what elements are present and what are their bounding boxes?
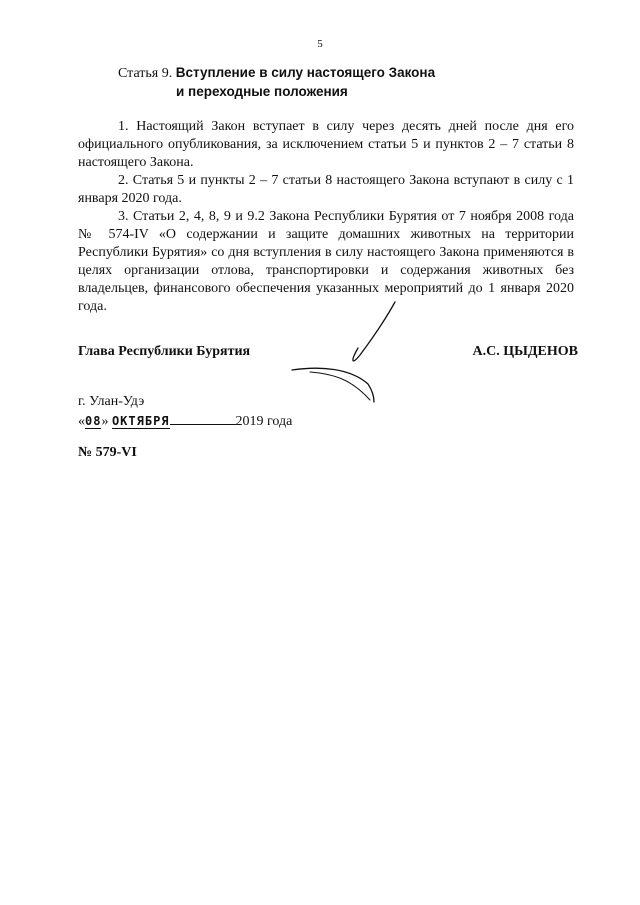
document-number: № 579-VI [78,445,137,460]
paragraph-3: 3. Статьи 2, 4, 8, 9 и 9.2 Закона Республики Бурятия от 7 ноября 2008 года № 574-IV «О содержании и защите домашних животных на территории Республики Бурятия» со дня вступления в силу настоящего Закона применяются в целях организации отлова, транспортировки и содержания животных без владельцев, финансового обеспечения указанных мероприятий до 1 января 2020 года. [78,209,574,314]
date-close-quote: » [101,414,109,429]
signing-date [78,412,292,430]
page-number: 5 [317,38,323,50]
handwritten-signature [280,300,410,410]
article-heading [118,64,435,101]
date-open-quote: « [78,414,85,429]
article-title-line2: и переходные положения [176,84,348,99]
paragraph-1: 1. Настоящий Закон вступает в силу через десять дней после дня его официального опубликования, за исключением статьи 5 и пунктов 2 – 7 статьи 8 настоящего Закона. [78,119,574,170]
date-month: ОКТЯБРЯ [111,414,170,428]
date-day: 08 [85,414,102,428]
article-body [78,118,574,316]
place-of-signing: г. Улан-Удэ [78,394,145,409]
paragraph-2: 2. Статья 5 и пункты 2 – 7 статьи 8 настоящего Закона вступают в силу с 1 января 2020 года. [78,173,574,206]
article-title-line1: Вступление в силу настоящего Закона [175,65,436,80]
signatory-name: А.С. ЦЫДЕНОВ [472,344,578,359]
date-year: 2019 года [235,414,293,429]
date-blank-line [170,412,236,425]
article-prefix: Статья 9. [118,66,173,81]
signatory-position: Глава Республики Бурятия [78,344,251,359]
